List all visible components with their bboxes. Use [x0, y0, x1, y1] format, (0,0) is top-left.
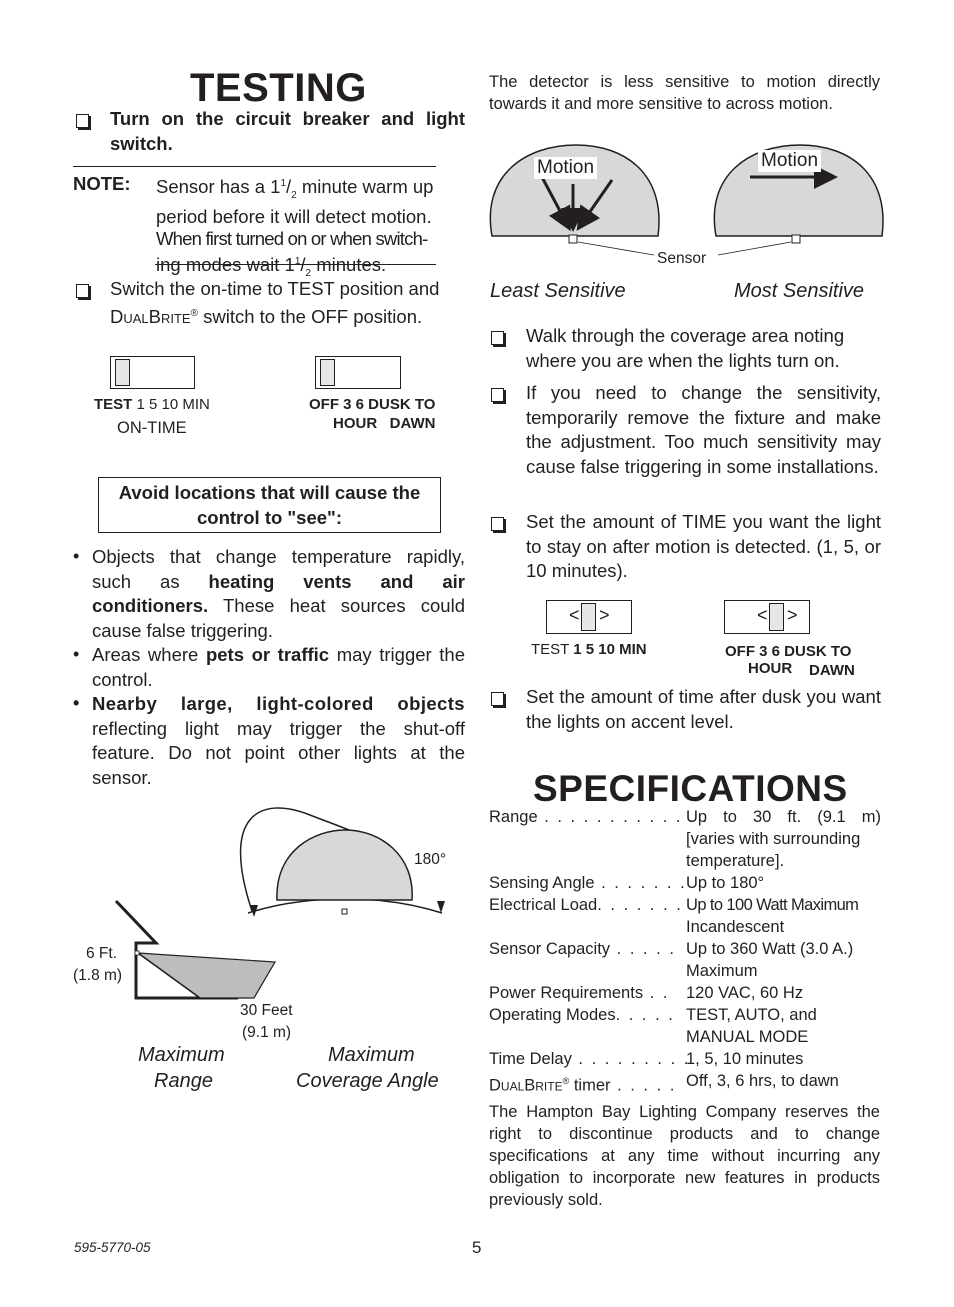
spec-row: Power Requirements . . 120 VAC, 60 Hz: [489, 984, 804, 1002]
caption-coverage-angle-2: Coverage Angle: [296, 1070, 439, 1092]
distance-label-metric: (9.1 m): [242, 1024, 292, 1041]
dualbrite-switch-label-1: OFF 3 6 DUSK TO: [309, 396, 436, 413]
bullet-icon: •: [73, 693, 80, 713]
sensor-icon: [135, 951, 139, 955]
switch-knob: [115, 359, 130, 386]
on-time-switch: [110, 356, 195, 389]
checkbox-icon: [491, 331, 504, 345]
sensitivity-intro: The detector is less sensitive to motion directly towards it and more sensitive to across motion.: [489, 73, 880, 113]
arrow-left-icon: <: [757, 605, 768, 625]
step-set-time: Set the amount of TIME you want the light to stay on after motion is detected. (1, 5, or 10 minutes).: [526, 511, 881, 581]
motion-label-right: Motion: [758, 150, 821, 172]
angle-label: 180°: [414, 851, 447, 868]
on-time-caption: ON-TIME: [117, 419, 187, 437]
spec-row: Electrical Load. . . . . . . Up to 100 Watt Maximum: [489, 896, 859, 914]
checkbox-icon: [491, 692, 504, 706]
step-walk-through: Walk through the coverage area noting where you are when the lights turn on.: [526, 325, 845, 371]
bullet-temperature: Objects that change temperature rapidly, such as heating vents and air conditioners. These heat sources could cause false triggering.: [92, 546, 465, 641]
least-sensitive-caption: Least Sensitive: [490, 280, 626, 302]
checkbox-icon: [76, 284, 89, 298]
spec-row: Operating Modes. . . . . TEST, AUTO, and: [489, 1006, 817, 1024]
page-number: 5: [472, 1238, 482, 1257]
specifications-heading: SPECIFICATIONS: [533, 768, 848, 809]
caption-coverage-angle-1: Maximum: [328, 1044, 415, 1066]
spec-row: Range . . . . . . . . . . . . . Up to 30 ft. (9.1 m): [489, 808, 881, 826]
most-sensitive-caption: Most Sensitive: [734, 280, 865, 302]
arrow-right-icon: >: [599, 605, 610, 625]
step-turn-on: Turn on the circuit breaker and light switch.: [110, 108, 465, 154]
step-sensitivity: If you need to change the sensitivity, temporarily remove the fixture and make the adjustment. Too much sensitivity may cause false triggering in some installations.: [526, 382, 881, 477]
dualbrite-switch: [315, 356, 401, 389]
dusk-dial-label-1: OFF 3 6 DUSK TO: [725, 643, 852, 660]
switch-knob: [320, 359, 335, 386]
sensor-icon: [792, 235, 800, 243]
dualbrite-switch-label-2: HOUR DAWN: [333, 415, 436, 432]
height-label-metric: (1.8 m): [73, 967, 123, 984]
height-label: 6 Ft.: [86, 945, 118, 962]
sensor-icon: [342, 909, 347, 914]
dusk-dial-label-2b: DAWN: [809, 662, 855, 679]
checkbox-icon: [491, 517, 504, 531]
spec-row: [varies with surrounding: [686, 830, 861, 848]
bullet-icon: •: [73, 546, 80, 566]
checkbox-icon: [76, 114, 89, 128]
motion-label-left: Motion: [534, 157, 597, 179]
spec-row: Sensing Angle . . . . . . . Up to 180°: [489, 874, 765, 892]
note-label: NOTE:: [73, 173, 131, 194]
dusk-dial-switch: [724, 600, 810, 634]
time-dial-switch: [546, 600, 632, 634]
disclaimer: The Hampton Bay Lighting Company reserves the right to discontinue products and to change specifications at any time without incurring any obligation to incorporate new features in products previously sold.: [489, 1103, 880, 1209]
spec-row: MANUAL MODE: [686, 1028, 809, 1046]
step-switch-on-time: Switch the on-time to TEST position and DualBrite® switch to the OFF position.: [110, 278, 440, 327]
arrow-right-icon: >: [787, 605, 798, 625]
sensor-label: Sensor: [657, 250, 707, 267]
bullet-light-objects: Nearby large, light-colored objects reflecting light may trigger the shut-off feature. Do not point other lights at the sensor.: [92, 693, 465, 788]
bullet-icon: •: [73, 644, 80, 664]
coverage-dome: [277, 830, 412, 900]
dusk-dial-label-2a: HOUR: [748, 660, 793, 677]
coverage-wedge: [138, 953, 275, 998]
switch-knob: [769, 603, 784, 631]
bullet-pets: Areas where pets or traffic may trigger the control.: [92, 644, 466, 690]
arrow-left-icon: <: [569, 605, 580, 625]
note-text: Sensor has a $1^1/_2$ minute warm up period before it will detect motion. When first turned on or when switch- ing modes wait $1^1/_2$ minutes.: [156, 176, 434, 280]
spec-row: Time Delay . . . . . . . . . 1, 5, 10 minutes: [489, 1050, 804, 1068]
spec-row: Maximum: [686, 962, 758, 980]
avoid-locations-box: Avoid locations that will cause the control to "see":: [98, 477, 441, 533]
spec-row: DualBrite® timer . . . . . Off, 3, 6 hrs, to dawn: [489, 1072, 839, 1095]
sensor-icon: [569, 235, 577, 243]
step-dusk: Set the amount of time after dusk you want the lights on accent level.: [526, 686, 881, 732]
distance-label: 30 Feet: [240, 1002, 293, 1019]
checkbox-icon: [491, 388, 504, 402]
time-dial-label: TEST 1 5 10 MIN: [531, 641, 647, 658]
caption-maximum-range-2: Range: [154, 1070, 213, 1092]
document-number: 595-5770-05: [74, 1240, 151, 1255]
spec-row: Sensor Capacity . . . . . Up to 360 Watt (3.0 A.): [489, 940, 854, 958]
testing-heading: TESTING: [190, 66, 367, 110]
spec-row: temperature].: [686, 852, 785, 870]
note-top-rule: [73, 166, 436, 167]
note-bottom-rule: [155, 264, 436, 265]
switch-knob: [581, 603, 596, 631]
specifications-table: [489, 806, 884, 1097]
on-time-switch-label: TEST 1 5 10 MIN: [94, 396, 210, 413]
caption-maximum-range-1: Maximum: [138, 1044, 225, 1066]
spec-row: Incandescent: [686, 918, 785, 936]
